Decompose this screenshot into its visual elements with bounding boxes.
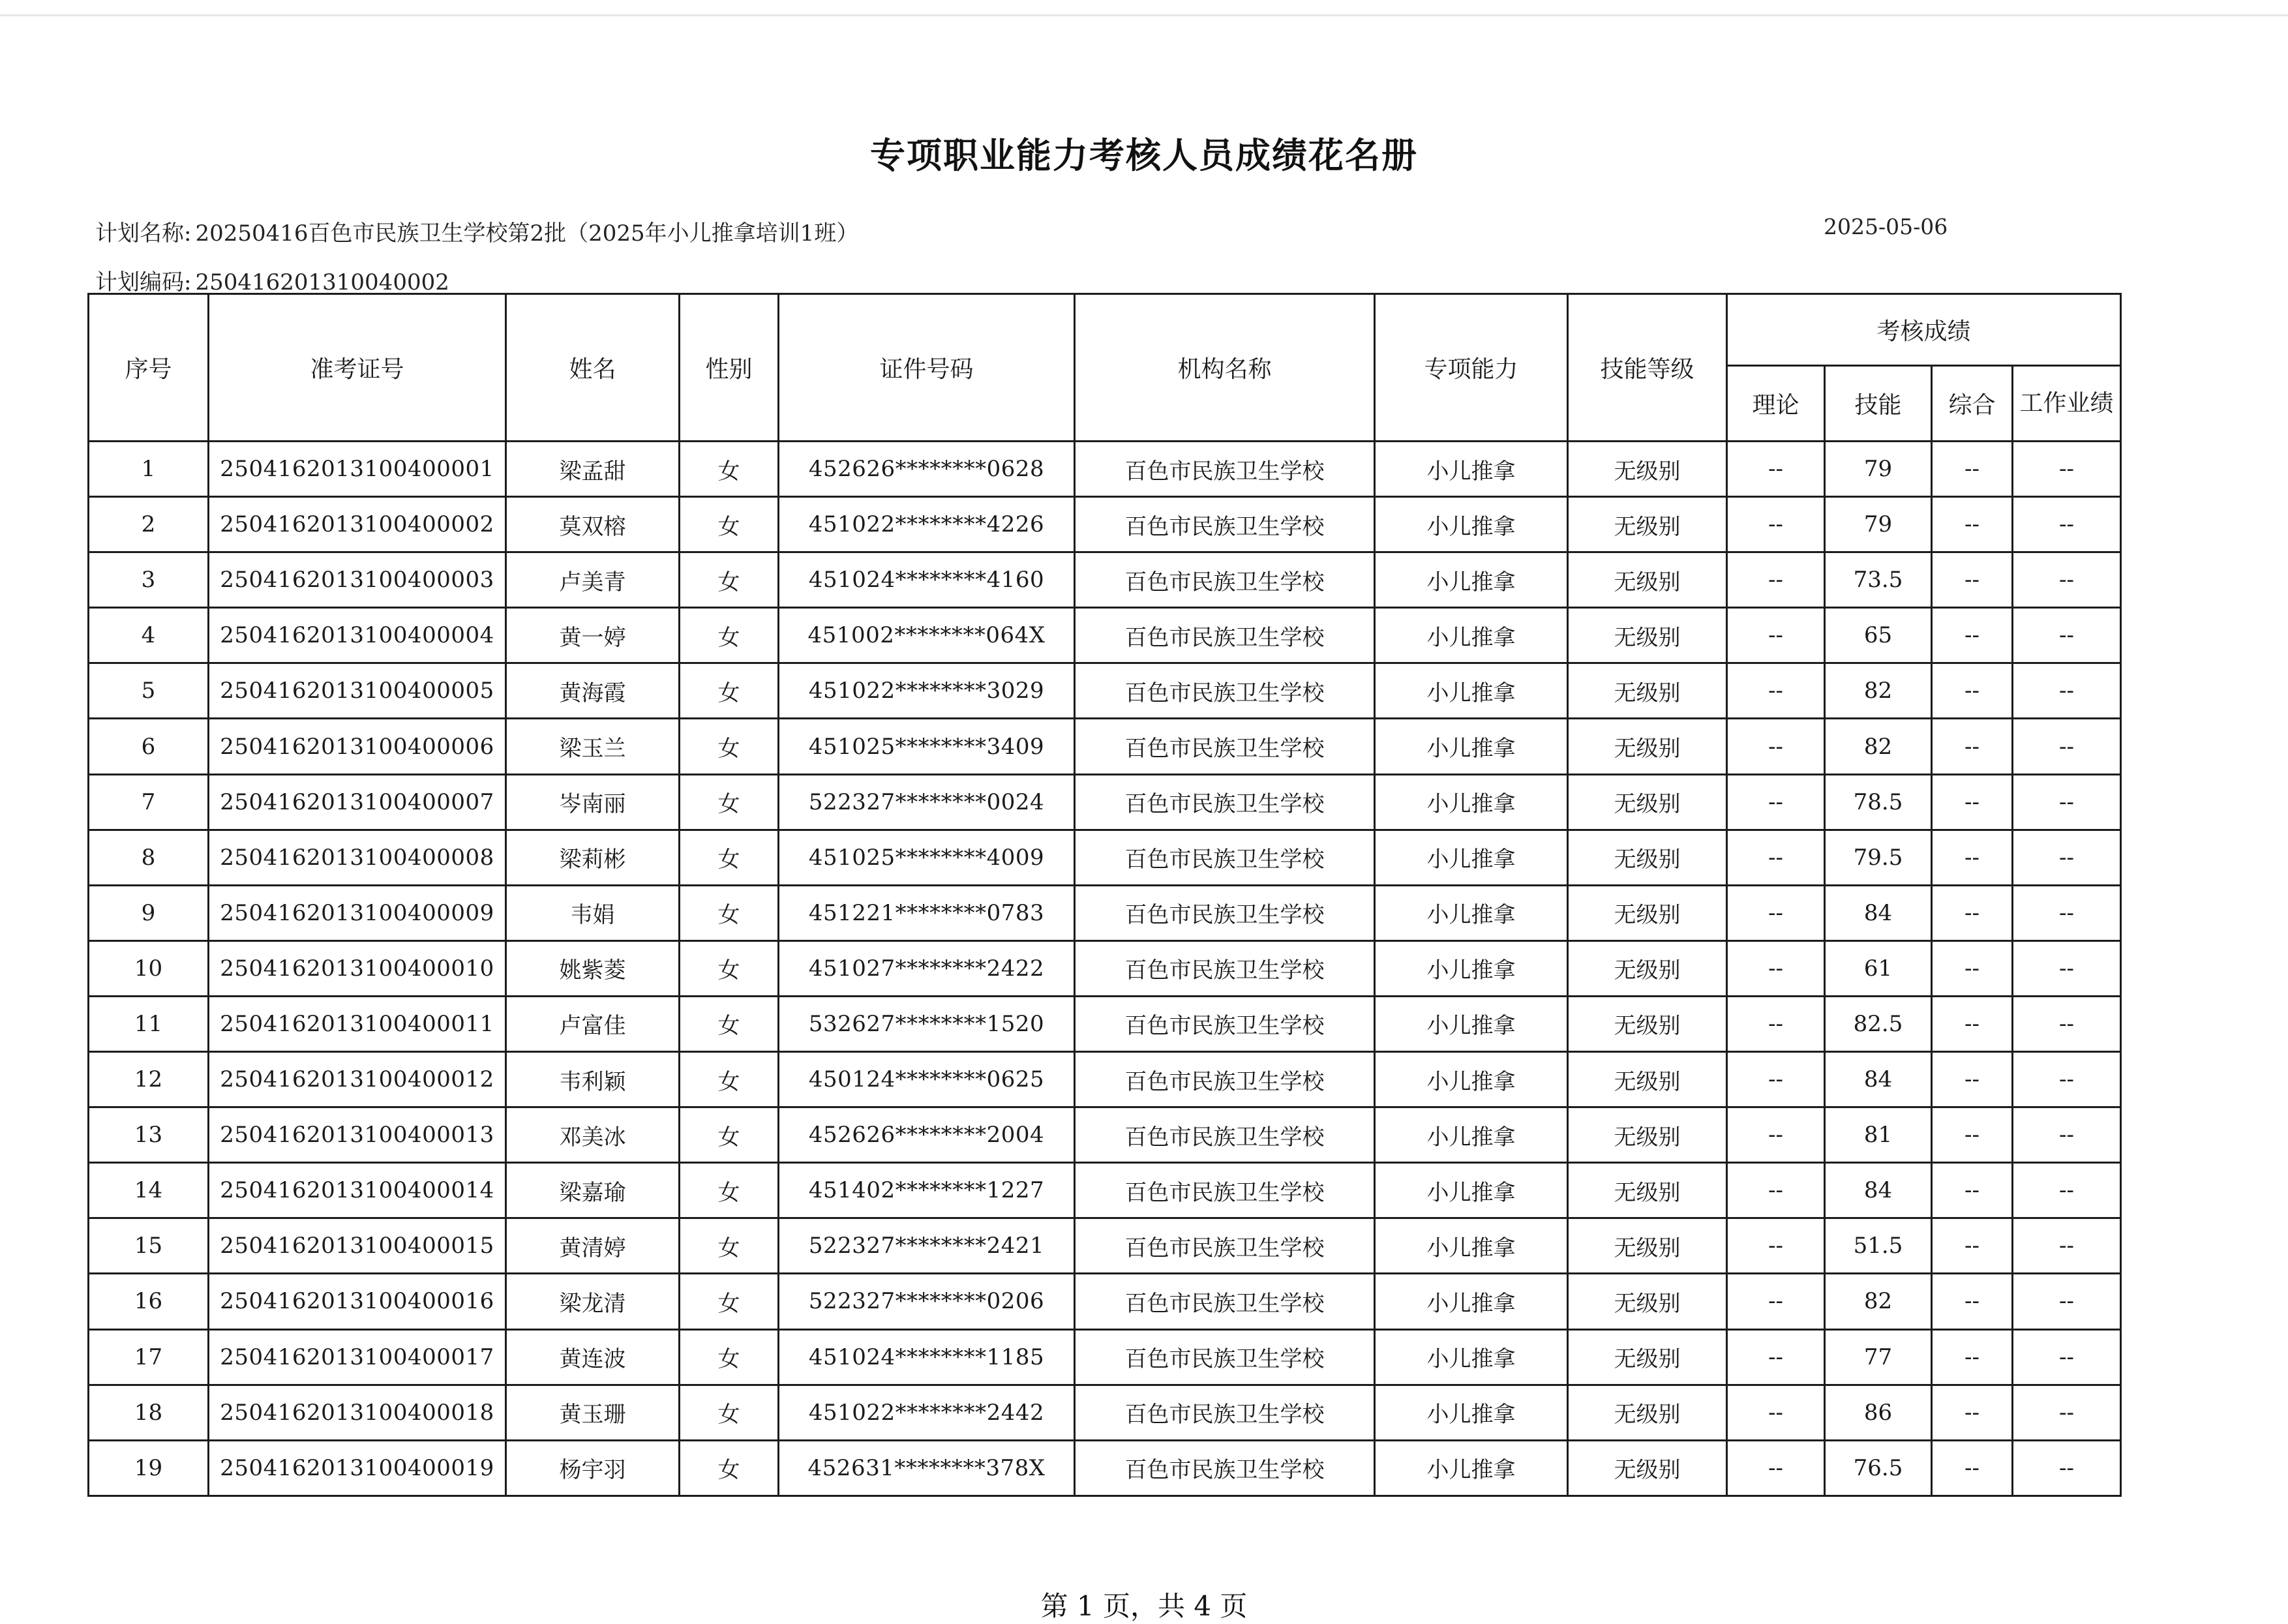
cell-theory: -- (1727, 1218, 1825, 1274)
cell-level: 无级别 (1568, 497, 1727, 552)
cell-org: 百色市民族卫生学校 (1075, 719, 1375, 774)
cell-level: 无级别 (1568, 663, 1727, 719)
cell-theory: -- (1727, 940, 1825, 996)
cell-gender: 女 (680, 940, 779, 996)
cell-ticket: 2504162013100400012 (209, 1052, 506, 1107)
cell-gender: 女 (680, 1274, 779, 1329)
cell-org: 百色市民族卫生学校 (1075, 774, 1375, 830)
table-row (89, 719, 2121, 774)
col-header-org: 机构名称 (1075, 294, 1375, 442)
cell-name: 杨宇羽 (506, 1440, 680, 1496)
cell-org: 百色市民族卫生学校 (1075, 885, 1375, 940)
cell-id-number: 450124********0625 (779, 1052, 1075, 1107)
cell-name: 黄玉珊 (506, 1385, 680, 1440)
table-row (89, 608, 2121, 663)
cell-work: -- (2013, 663, 2121, 719)
cell-name: 黄连波 (506, 1329, 680, 1385)
cell-gender: 女 (680, 442, 779, 497)
cell-name: 梁孟甜 (506, 442, 680, 497)
cell-overall: -- (1932, 1440, 2013, 1496)
cell-gender: 女 (680, 719, 779, 774)
cell-id-number: 522327********0206 (779, 1274, 1075, 1329)
cell-ability: 小儿推拿 (1375, 830, 1568, 885)
col-header-seq: 序号 (89, 294, 209, 442)
cell-theory: -- (1727, 552, 1825, 608)
cell-ticket: 2504162013100400009 (209, 885, 506, 940)
cell-level: 无级别 (1568, 885, 1727, 940)
cell-level: 无级别 (1568, 1274, 1727, 1329)
cell-work: -- (2013, 1052, 2121, 1107)
cell-skill: 78.5 (1825, 774, 1932, 830)
cell-work: -- (2013, 1163, 2121, 1218)
cell-overall: -- (1932, 1329, 2013, 1385)
cell-skill: 84 (1825, 885, 1932, 940)
cell-theory: -- (1727, 830, 1825, 885)
cell-work: -- (2013, 1107, 2121, 1163)
cell-name: 黄一婷 (506, 608, 680, 663)
cell-work: -- (2013, 608, 2121, 663)
cell-skill: 79.5 (1825, 830, 1932, 885)
cell-seq: 18 (89, 1385, 209, 1440)
cell-gender: 女 (680, 497, 779, 552)
cell-seq: 16 (89, 1274, 209, 1329)
cell-work: -- (2013, 497, 2121, 552)
cell-gender: 女 (680, 1385, 779, 1440)
cell-ticket: 2504162013100400001 (209, 442, 506, 497)
cell-overall: -- (1932, 885, 2013, 940)
cell-ticket: 2504162013100400006 (209, 719, 506, 774)
table-row (89, 996, 2121, 1051)
cell-work: -- (2013, 1274, 2121, 1329)
cell-theory: -- (1727, 1385, 1825, 1440)
table-body (89, 442, 2121, 1496)
cell-theory: -- (1727, 774, 1825, 830)
cell-seq: 8 (89, 830, 209, 885)
cell-seq: 10 (89, 940, 209, 996)
cell-skill: 76.5 (1825, 1440, 1932, 1496)
cell-name: 梁莉彬 (506, 830, 680, 885)
cell-skill: 84 (1825, 1052, 1932, 1107)
cell-gender: 女 (680, 1440, 779, 1496)
cell-level: 无级别 (1568, 608, 1727, 663)
cell-theory: -- (1727, 719, 1825, 774)
cell-gender: 女 (680, 552, 779, 608)
cell-id-number: 452626********0628 (779, 442, 1075, 497)
cell-ticket: 2504162013100400019 (209, 1440, 506, 1496)
cell-work: -- (2013, 719, 2121, 774)
plan-name-value: 20250416百色市民族卫生学校第2批（2025年小儿推拿培训1班） (195, 220, 859, 247)
cell-skill: 51.5 (1825, 1218, 1932, 1274)
cell-overall: -- (1932, 1385, 2013, 1440)
cell-org: 百色市民族卫生学校 (1075, 940, 1375, 996)
cell-org: 百色市民族卫生学校 (1075, 1385, 1375, 1440)
cell-overall: -- (1932, 663, 2013, 719)
cell-org: 百色市民族卫生学校 (1075, 663, 1375, 719)
cell-work: -- (2013, 1385, 2121, 1440)
cell-overall: -- (1932, 552, 2013, 608)
cell-gender: 女 (680, 1329, 779, 1385)
cell-id-number: 451402********1227 (779, 1163, 1075, 1218)
cell-name: 姚紫菱 (506, 940, 680, 996)
cell-seq: 9 (89, 885, 209, 940)
cell-skill: 84 (1825, 1163, 1932, 1218)
cell-theory: -- (1727, 608, 1825, 663)
cell-org: 百色市民族卫生学校 (1075, 1274, 1375, 1329)
col-header-scores-group: 考核成绩 (1727, 294, 2121, 366)
cell-gender: 女 (680, 1218, 779, 1274)
cell-ticket: 2504162013100400005 (209, 663, 506, 719)
cell-name: 韦利颖 (506, 1052, 680, 1107)
cell-ability: 小儿推拿 (1375, 719, 1568, 774)
cell-ticket: 2504162013100400010 (209, 940, 506, 996)
cell-ticket: 2504162013100400016 (209, 1274, 506, 1329)
cell-skill: 86 (1825, 1385, 1932, 1440)
cell-theory: -- (1727, 1274, 1825, 1329)
cell-gender: 女 (680, 1107, 779, 1163)
cell-id-number: 452626********2004 (779, 1107, 1075, 1163)
cell-id-number: 451002********064X (779, 608, 1075, 663)
cell-gender: 女 (680, 774, 779, 830)
cell-seq: 11 (89, 996, 209, 1051)
plan-code-label: 计划编码: (95, 269, 192, 295)
cell-org: 百色市民族卫生学校 (1075, 1329, 1375, 1385)
cell-work: -- (2013, 830, 2121, 885)
cell-name: 卢美青 (506, 552, 680, 608)
cell-org: 百色市民族卫生学校 (1075, 497, 1375, 552)
cell-theory: -- (1727, 996, 1825, 1051)
cell-org: 百色市民族卫生学校 (1075, 1440, 1375, 1496)
cell-seq: 15 (89, 1218, 209, 1274)
plan-code-line (95, 264, 449, 296)
table-row (89, 442, 2121, 497)
cell-id-number: 451022********3029 (779, 663, 1075, 719)
cell-ticket: 2504162013100400015 (209, 1218, 506, 1274)
cell-id-number: 532627********1520 (779, 996, 1075, 1051)
col-header-id-number: 证件号码 (779, 294, 1075, 442)
cell-name: 韦娟 (506, 885, 680, 940)
page-number: 第 1 页，共 4 页 (1040, 1590, 1248, 1622)
plan-name-label: 计划名称: (95, 220, 192, 247)
cell-ability: 小儿推拿 (1375, 1052, 1568, 1107)
cell-skill: 77 (1825, 1329, 1932, 1385)
table-row (89, 830, 2121, 885)
cell-ability: 小儿推拿 (1375, 1329, 1568, 1385)
cell-id-number: 451027********2422 (779, 940, 1075, 996)
cell-seq: 1 (89, 442, 209, 497)
cell-ability: 小儿推拿 (1375, 1274, 1568, 1329)
cell-theory: -- (1727, 1107, 1825, 1163)
cell-org: 百色市民族卫生学校 (1075, 608, 1375, 663)
cell-level: 无级别 (1568, 1218, 1727, 1274)
cell-name: 邓美冰 (506, 1107, 680, 1163)
cell-ability: 小儿推拿 (1375, 608, 1568, 663)
cell-gender: 女 (680, 608, 779, 663)
cell-gender: 女 (680, 885, 779, 940)
col-header-overall: 综合 (1932, 366, 2013, 442)
cell-level: 无级别 (1568, 552, 1727, 608)
document-date: 2025-05-06 (1824, 214, 1948, 239)
cell-skill: 79 (1825, 442, 1932, 497)
cell-theory: -- (1727, 1329, 1825, 1385)
cell-seq: 12 (89, 1052, 209, 1107)
table-row (89, 940, 2121, 996)
cell-id-number: 522327********0024 (779, 774, 1075, 830)
cell-name: 卢富佳 (506, 996, 680, 1051)
cell-overall: -- (1932, 1052, 2013, 1107)
cell-theory: -- (1727, 1440, 1825, 1496)
cell-seq: 5 (89, 663, 209, 719)
table-row (89, 1440, 2121, 1496)
cell-work: -- (2013, 774, 2121, 830)
cell-overall: -- (1932, 719, 2013, 774)
cell-level: 无级别 (1568, 1440, 1727, 1496)
cell-ability: 小儿推拿 (1375, 442, 1568, 497)
cell-ability: 小儿推拿 (1375, 940, 1568, 996)
cell-org: 百色市民族卫生学校 (1075, 996, 1375, 1051)
col-header-name: 姓名 (506, 294, 680, 442)
cell-ticket: 2504162013100400004 (209, 608, 506, 663)
cell-ticket: 2504162013100400013 (209, 1107, 506, 1163)
cell-ticket: 2504162013100400018 (209, 1385, 506, 1440)
cell-level: 无级别 (1568, 1385, 1727, 1440)
cell-skill: 81 (1825, 1107, 1932, 1163)
cell-name: 梁龙清 (506, 1274, 680, 1329)
cell-level: 无级别 (1568, 1107, 1727, 1163)
score-roster-table (87, 293, 2122, 1497)
cell-seq: 17 (89, 1329, 209, 1385)
table-row (89, 1163, 2121, 1218)
cell-gender: 女 (680, 1163, 779, 1218)
table-row (89, 774, 2121, 830)
cell-gender: 女 (680, 996, 779, 1051)
col-header-level: 技能等级 (1568, 294, 1727, 442)
cell-gender: 女 (680, 1052, 779, 1107)
cell-seq: 6 (89, 719, 209, 774)
cell-level: 无级别 (1568, 1163, 1727, 1218)
cell-level: 无级别 (1568, 719, 1727, 774)
cell-name: 黄清婷 (506, 1218, 680, 1274)
cell-ticket: 2504162013100400017 (209, 1329, 506, 1385)
cell-ticket: 2504162013100400014 (209, 1163, 506, 1218)
cell-level: 无级别 (1568, 996, 1727, 1051)
plan-code-value: 250416201310040002 (195, 269, 449, 295)
cell-id-number: 451024********4160 (779, 552, 1075, 608)
cell-ticket: 2504162013100400011 (209, 996, 506, 1051)
table-row (89, 497, 2121, 552)
cell-ability: 小儿推拿 (1375, 497, 1568, 552)
cell-org: 百色市民族卫生学校 (1075, 1218, 1375, 1274)
cell-org: 百色市民族卫生学校 (1075, 1107, 1375, 1163)
cell-skill: 82 (1825, 663, 1932, 719)
cell-id-number: 451022********2442 (779, 1385, 1075, 1440)
cell-ability: 小儿推拿 (1375, 885, 1568, 940)
table-row (89, 1107, 2121, 1163)
cell-name: 梁嘉瑜 (506, 1163, 680, 1218)
cell-overall: -- (1932, 1274, 2013, 1329)
cell-ticket: 2504162013100400003 (209, 552, 506, 608)
table-row (89, 1274, 2121, 1329)
document-title: 专项职业能力考核人员成绩花名册 (870, 134, 1418, 176)
cell-id-number: 451025********4009 (779, 830, 1075, 885)
cell-org: 百色市民族卫生学校 (1075, 1052, 1375, 1107)
cell-id-number: 451022********4226 (779, 497, 1075, 552)
cell-level: 无级别 (1568, 1329, 1727, 1385)
cell-id-number: 522327********2421 (779, 1218, 1075, 1274)
cell-skill: 73.5 (1825, 552, 1932, 608)
cell-skill: 82.5 (1825, 996, 1932, 1051)
cell-org: 百色市民族卫生学校 (1075, 552, 1375, 608)
cell-overall: -- (1932, 608, 2013, 663)
cell-theory: -- (1727, 1163, 1825, 1218)
cell-org: 百色市民族卫生学校 (1075, 1163, 1375, 1218)
cell-ticket: 2504162013100400008 (209, 830, 506, 885)
cell-ability: 小儿推拿 (1375, 1385, 1568, 1440)
cell-theory: -- (1727, 497, 1825, 552)
cell-ticket: 2504162013100400007 (209, 774, 506, 830)
cell-work: -- (2013, 940, 2121, 996)
cell-seq: 2 (89, 497, 209, 552)
cell-ability: 小儿推拿 (1375, 1218, 1568, 1274)
cell-seq: 4 (89, 608, 209, 663)
plan-name-line (95, 215, 858, 247)
col-header-ticket: 准考证号 (209, 294, 506, 442)
cell-overall: -- (1932, 774, 2013, 830)
cell-name: 莫双榕 (506, 497, 680, 552)
cell-overall: -- (1932, 497, 2013, 552)
table-row (89, 885, 2121, 940)
cell-gender: 女 (680, 830, 779, 885)
cell-overall: -- (1932, 830, 2013, 885)
cell-theory: -- (1727, 442, 1825, 497)
cell-work: -- (2013, 1218, 2121, 1274)
cell-work: -- (2013, 552, 2121, 608)
col-header-ability: 专项能力 (1375, 294, 1568, 442)
cell-work: -- (2013, 996, 2121, 1051)
cell-ability: 小儿推拿 (1375, 663, 1568, 719)
cell-skill: 82 (1825, 719, 1932, 774)
cell-skill: 61 (1825, 940, 1932, 996)
col-header-gender: 性别 (680, 294, 779, 442)
cell-work: -- (2013, 885, 2121, 940)
cell-org: 百色市民族卫生学校 (1075, 442, 1375, 497)
cell-name: 岑南丽 (506, 774, 680, 830)
cell-overall: -- (1932, 442, 2013, 497)
cell-seq: 7 (89, 774, 209, 830)
table-header (89, 294, 2121, 442)
cell-seq: 3 (89, 552, 209, 608)
cell-id-number: 452631********378X (779, 1440, 1075, 1496)
cell-ability: 小儿推拿 (1375, 774, 1568, 830)
cell-ability: 小儿推拿 (1375, 552, 1568, 608)
table-row (89, 1385, 2121, 1440)
cell-name: 梁玉兰 (506, 719, 680, 774)
cell-overall: -- (1932, 996, 2013, 1051)
table-row (89, 552, 2121, 608)
cell-name: 黄海霞 (506, 663, 680, 719)
cell-gender: 女 (680, 663, 779, 719)
cell-skill: 82 (1825, 1274, 1932, 1329)
cell-ability: 小儿推拿 (1375, 1440, 1568, 1496)
cell-id-number: 451025********3409 (779, 719, 1075, 774)
col-header-theory: 理论 (1727, 366, 1825, 442)
cell-ticket: 2504162013100400002 (209, 497, 506, 552)
scan-top-edge (0, 14, 2288, 16)
cell-work: -- (2013, 1440, 2121, 1496)
cell-org: 百色市民族卫生学校 (1075, 830, 1375, 885)
cell-seq: 13 (89, 1107, 209, 1163)
table-row (89, 1329, 2121, 1385)
table-row (89, 1052, 2121, 1107)
col-header-skill: 技能 (1825, 366, 1932, 442)
cell-level: 无级别 (1568, 1052, 1727, 1107)
cell-skill: 79 (1825, 497, 1932, 552)
cell-overall: -- (1932, 940, 2013, 996)
cell-theory: -- (1727, 885, 1825, 940)
table-row (89, 663, 2121, 719)
cell-level: 无级别 (1568, 442, 1727, 497)
cell-ability: 小儿推拿 (1375, 996, 1568, 1051)
cell-level: 无级别 (1568, 830, 1727, 885)
cell-work: -- (2013, 442, 2121, 497)
cell-ability: 小儿推拿 (1375, 1163, 1568, 1218)
cell-level: 无级别 (1568, 774, 1727, 830)
cell-skill: 65 (1825, 608, 1932, 663)
cell-seq: 14 (89, 1163, 209, 1218)
cell-id-number: 451221********0783 (779, 885, 1075, 940)
cell-overall: -- (1932, 1218, 2013, 1274)
cell-seq: 19 (89, 1440, 209, 1496)
table-row (89, 1218, 2121, 1274)
cell-work: -- (2013, 1329, 2121, 1385)
cell-overall: -- (1932, 1107, 2013, 1163)
cell-ability: 小儿推拿 (1375, 1107, 1568, 1163)
cell-theory: -- (1727, 663, 1825, 719)
col-header-work: 工作业绩 (2013, 366, 2121, 442)
cell-theory: -- (1727, 1052, 1825, 1107)
cell-id-number: 451024********1185 (779, 1329, 1075, 1385)
cell-level: 无级别 (1568, 940, 1727, 996)
cell-overall: -- (1932, 1163, 2013, 1218)
